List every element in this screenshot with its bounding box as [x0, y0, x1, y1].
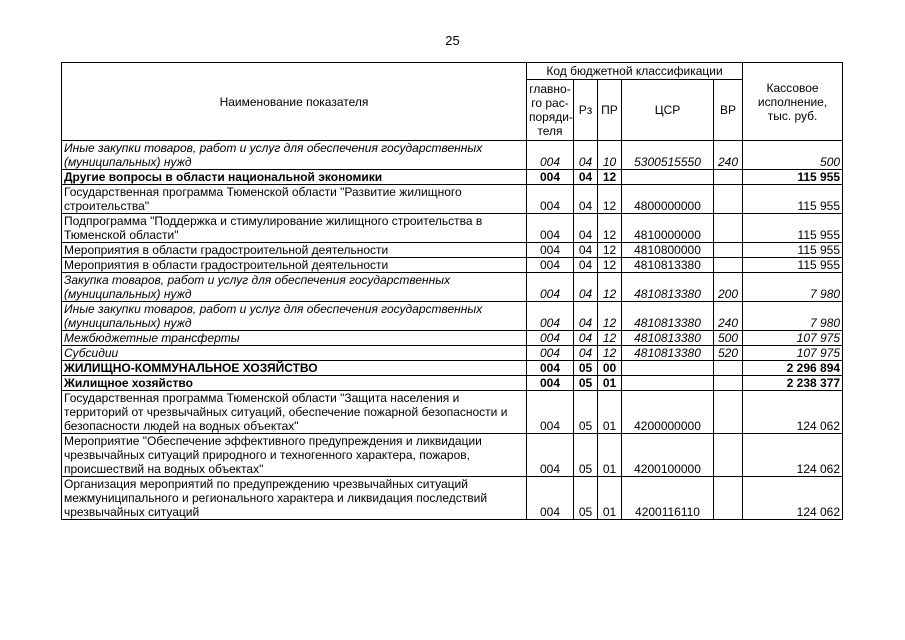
cell-name: Мероприятия в области градостроительной деятельности — [62, 258, 527, 273]
cell-vr — [714, 376, 743, 391]
cell-rz: 04 — [574, 273, 598, 302]
cell-glav: 004 — [527, 346, 574, 361]
cell-vr: 500 — [714, 331, 743, 346]
cell-glav: 004 — [527, 376, 574, 391]
table-row — [62, 391, 843, 434]
cell-csr — [622, 361, 714, 376]
cell-rz: 04 — [574, 258, 598, 273]
cell-amount: 115 955 — [743, 185, 843, 214]
cell-csr: 4810813380 — [622, 302, 714, 331]
cell-amount: 124 062 — [743, 391, 843, 434]
cell-name: Субсидии — [62, 346, 527, 361]
cell-csr: 4200100000 — [622, 434, 714, 477]
table-row — [62, 258, 843, 273]
cell-amount: 115 955 — [743, 170, 843, 185]
cell-rz: 04 — [574, 243, 598, 258]
cell-pr: 01 — [598, 376, 622, 391]
header-csr: ЦСР — [622, 80, 714, 141]
cell-pr: 12 — [598, 185, 622, 214]
cell-name: Иные закупки товаров, работ и услуг для обеспечения государственных (муниципальных) нужд — [62, 141, 527, 170]
cell-amount: 500 — [743, 141, 843, 170]
table-row — [62, 477, 843, 520]
cell-vr — [714, 391, 743, 434]
table-row — [62, 434, 843, 477]
table-row — [62, 376, 843, 391]
cell-amount: 124 062 — [743, 434, 843, 477]
cell-name: Государственная программа Тюменской области "Защита населения и территорий от чрезвычайных ситуаций, обеспечение пожарной безопасности и безопасности людей на водных объектах" — [62, 391, 527, 434]
cell-csr: 4810800000 — [622, 243, 714, 258]
cell-glav: 004 — [527, 331, 574, 346]
cell-amount: 7 980 — [743, 273, 843, 302]
cell-glav: 004 — [527, 170, 574, 185]
cell-vr — [714, 434, 743, 477]
cell-pr: 01 — [598, 391, 622, 434]
table-row — [62, 302, 843, 331]
cell-rz: 05 — [574, 376, 598, 391]
cell-name: Закупка товаров, работ и услуг для обеспечения государственных (муниципальных) нужд — [62, 273, 527, 302]
cell-amount: 115 955 — [743, 258, 843, 273]
cell-name: Жилищное хозяйство — [62, 376, 527, 391]
cell-glav: 004 — [527, 434, 574, 477]
cell-rz: 04 — [574, 170, 598, 185]
cell-rz: 04 — [574, 302, 598, 331]
header-name: Наименование показателя — [62, 63, 527, 141]
cell-rz: 05 — [574, 391, 598, 434]
cell-name: Межбюджетные трансферты — [62, 331, 527, 346]
header-amount: Кассовое исполнение, тыс. руб. — [743, 63, 843, 141]
cell-rz: 05 — [574, 361, 598, 376]
table-row — [62, 243, 843, 258]
cell-glav: 004 — [527, 361, 574, 376]
cell-vr: 240 — [714, 141, 743, 170]
cell-glav: 004 — [527, 243, 574, 258]
cell-vr: 520 — [714, 346, 743, 361]
cell-amount: 107 975 — [743, 346, 843, 361]
cell-csr — [622, 376, 714, 391]
cell-name: Подпрограмма "Поддержка и стимулирование жилищного строительства в Тюменской области" — [62, 214, 527, 243]
cell-name: Мероприятия в области градостроительной деятельности — [62, 243, 527, 258]
table-row — [62, 185, 843, 214]
table-row — [62, 214, 843, 243]
cell-vr — [714, 185, 743, 214]
header-classification-code: Код бюджетной классификации — [527, 63, 743, 80]
cell-glav: 004 — [527, 302, 574, 331]
cell-csr: 4810813380 — [622, 346, 714, 361]
cell-rz: 04 — [574, 185, 598, 214]
cell-pr: 12 — [598, 258, 622, 273]
cell-vr — [714, 258, 743, 273]
header-pr: ПР — [598, 80, 622, 141]
cell-csr: 4800000000 — [622, 185, 714, 214]
table-row — [62, 361, 843, 376]
budget-table — [61, 62, 843, 520]
cell-name: Мероприятие "Обеспечение эффективного предупреждения и ликвидации чрезвычайных ситуаций природного и техногенного характера, пожаров, происшествий на водных объектах" — [62, 434, 527, 477]
table-row — [62, 346, 843, 361]
cell-vr — [714, 214, 743, 243]
cell-csr: 4810813380 — [622, 258, 714, 273]
cell-amount: 2 238 377 — [743, 376, 843, 391]
cell-vr — [714, 361, 743, 376]
cell-csr: 4810813380 — [622, 273, 714, 302]
cell-amount: 7 980 — [743, 302, 843, 331]
cell-amount: 115 955 — [743, 243, 843, 258]
cell-csr: 4810813380 — [622, 331, 714, 346]
cell-name: Другие вопросы в области национальной экономики — [62, 170, 527, 185]
cell-pr: 12 — [598, 346, 622, 361]
header-vr: ВР — [714, 80, 743, 141]
cell-rz: 04 — [574, 346, 598, 361]
cell-vr — [714, 170, 743, 185]
cell-rz: 05 — [574, 434, 598, 477]
cell-amount: 115 955 — [743, 214, 843, 243]
cell-glav: 004 — [527, 391, 574, 434]
cell-pr: 12 — [598, 331, 622, 346]
cell-csr: 5300515550 — [622, 141, 714, 170]
cell-vr — [714, 243, 743, 258]
cell-glav: 004 — [527, 273, 574, 302]
cell-rz: 04 — [574, 331, 598, 346]
cell-pr: 12 — [598, 273, 622, 302]
cell-glav: 004 — [527, 477, 574, 520]
table-body — [62, 141, 843, 520]
page-number: 25 — [445, 33, 460, 48]
cell-vr — [714, 477, 743, 520]
cell-amount: 107 975 — [743, 331, 843, 346]
cell-name: ЖИЛИЩНО-КОММУНАЛЬНОЕ ХОЗЯЙСТВО — [62, 361, 527, 376]
cell-name: Государственная программа Тюменской области "Развитие жилищного строительства" — [62, 185, 527, 214]
cell-rz: 05 — [574, 477, 598, 520]
cell-vr: 240 — [714, 302, 743, 331]
cell-vr: 200 — [714, 273, 743, 302]
cell-csr: 4810000000 — [622, 214, 714, 243]
cell-pr: 00 — [598, 361, 622, 376]
table-row — [62, 170, 843, 185]
cell-glav: 004 — [527, 141, 574, 170]
cell-pr: 10 — [598, 141, 622, 170]
header-glav: главно-го рас-поряди-теля — [527, 80, 574, 141]
cell-glav: 004 — [527, 214, 574, 243]
cell-amount: 124 062 — [743, 477, 843, 520]
cell-amount: 2 296 894 — [743, 361, 843, 376]
cell-pr: 01 — [598, 434, 622, 477]
cell-csr: 4200116110 — [622, 477, 714, 520]
cell-name: Организация мероприятий по предупреждению чрезвычайных ситуаций межмуниципального и регионального характера и ликвидация последствий чрезвычайных ситуаций — [62, 477, 527, 520]
cell-csr: 4200000000 — [622, 391, 714, 434]
cell-name: Иные закупки товаров, работ и услуг для обеспечения государственных (муниципальных) нужд — [62, 302, 527, 331]
cell-glav: 004 — [527, 258, 574, 273]
cell-pr: 12 — [598, 170, 622, 185]
cell-csr — [622, 170, 714, 185]
cell-rz: 04 — [574, 214, 598, 243]
table-row — [62, 141, 843, 170]
cell-pr: 12 — [598, 214, 622, 243]
cell-rz: 04 — [574, 141, 598, 170]
cell-pr: 12 — [598, 302, 622, 331]
cell-pr: 01 — [598, 477, 622, 520]
table-row — [62, 273, 843, 302]
table-row — [62, 331, 843, 346]
cell-pr: 12 — [598, 243, 622, 258]
cell-glav: 004 — [527, 185, 574, 214]
header-rz: Рз — [574, 80, 598, 141]
